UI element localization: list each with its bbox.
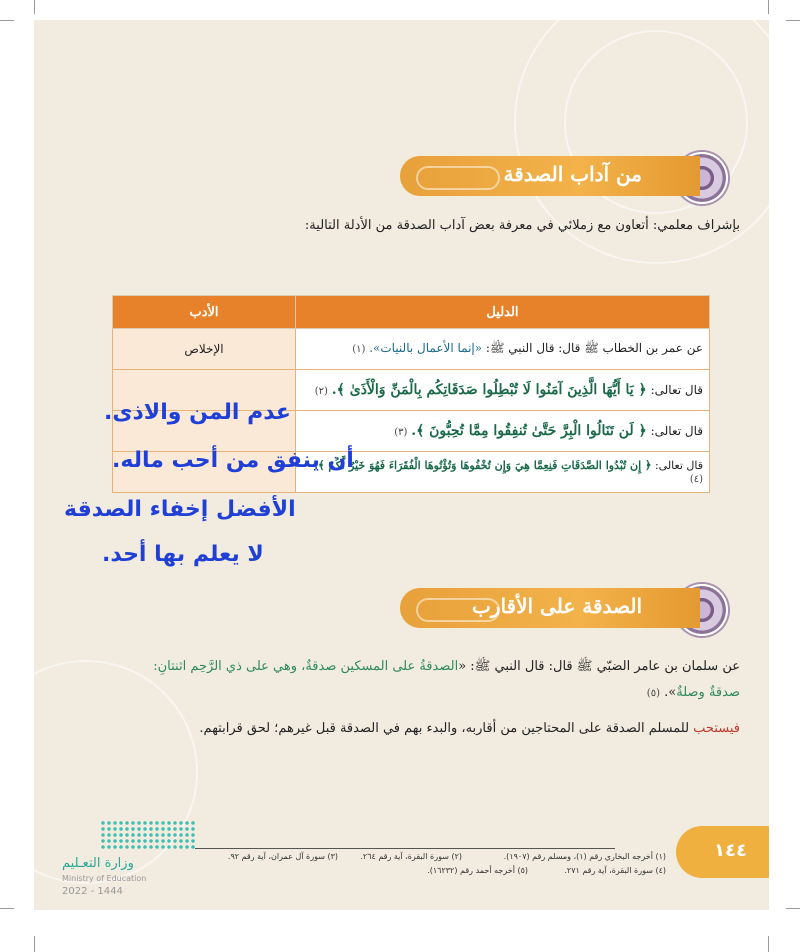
quran-verse: ﴿ يَا أَيُّهَا الَّذِينَ آمَنُوا لَا تُبْطِلُوا صَدَقَاتِكُم بِالْمَنِّ وَالْأَذَىٰ ﴾.: [331, 382, 647, 398]
section-header: [400, 588, 700, 628]
footnote: (٥) أخرجه أحمد رقم (١٦٢٣٢).: [427, 866, 528, 875]
footnote-ref: (١): [352, 343, 366, 355]
evidence-text: «إنما الأعمال بالنيات».: [369, 340, 483, 355]
hadith-text: [140, 654, 740, 707]
page-number-tab: [676, 826, 769, 878]
handwritten-answer: أن ينفق من أحب ماله.: [112, 448, 354, 473]
footnote: (٢) سورة البقرة، آية رقم ٢٦٤.: [360, 852, 462, 861]
footnote-divider: [195, 848, 615, 849]
section-title: الصدقة على الأقارب: [471, 594, 642, 618]
ministry-name-arabic: وزارة التعـليم: [62, 856, 134, 871]
section-header: [400, 156, 700, 196]
footnote-ref: (٣): [394, 427, 408, 438]
footnote-ref: (٤): [689, 474, 703, 485]
footnote: (١) أخرجه البخاري رقم (١)، ومسلم رقم (١٩٠٧).: [503, 852, 666, 861]
table-row: [113, 329, 710, 370]
hadith-suffix: ».: [664, 685, 677, 700]
swirl-ornament-icon: [416, 166, 500, 190]
ministry-name-english: Ministry of Education: [62, 874, 147, 883]
handwritten-answer: لا يعلم بها أحد.: [102, 542, 264, 567]
note-body: للمسلم الصدقة على المحتاجين من أقاربه، والبدء بهم في الصدقة قبل غيرهم؛ لحق قرابتهم.: [199, 721, 694, 736]
adab-cell: الإخلاص: [113, 329, 296, 370]
section-title: من آداب الصدقة: [503, 162, 642, 186]
footnote: (٣) سورة آل عمران، آية رقم ٩٢.: [227, 852, 338, 861]
page-number: ١٤٤: [714, 840, 747, 861]
evidence-cell: [296, 411, 710, 452]
evidence-prefix: قال تعالى:: [651, 459, 703, 472]
quran-verse: ﴿ إِن تُبْدُوا الصَّدَقَاتِ فَنِعِمَّا هِيَ وَإِن تُخْفُوهَا وَتُؤْتُوهَا الْفُقَرَاءَ فَهُوَ خَيْرٌ لَّكُمْ ﴾.: [314, 459, 652, 472]
footnote: (٤) سورة البقرة، آية رقم ٢٧١.: [564, 866, 666, 875]
evidence-prefix: قال تعالى:: [646, 383, 703, 397]
evidence-prefix: قال تعالى:: [646, 424, 703, 438]
header-adab: الأدب: [113, 296, 296, 329]
evidence-cell: [296, 452, 710, 493]
note-text: [140, 716, 740, 742]
hadith-quote: الصدقةُ على المسكين صدقةٌ، وهي على ذي الرَّحِم اثنتانِ: صدقةٌ وصلةٌ: [153, 659, 740, 700]
hadith-prefix: عن سلمان بن عامر الضبّي ﷺ قال: قال النبي ﷺ: «: [458, 659, 740, 674]
handwritten-answer: عدم المن والاذى.: [104, 400, 291, 425]
header-evidence: الدليل: [296, 296, 710, 329]
ministry-logo-icon: [100, 820, 196, 850]
table-header-row: [113, 296, 710, 329]
footnote-ref: (٥): [646, 688, 660, 699]
evidence-cell: [296, 370, 710, 411]
quran-verse: ﴿ لَن تَنَالُوا الْبِرَّ حَتَّىٰ تُنفِقُوا مِمَّا تُحِبُّونَ ﴾.: [411, 423, 647, 439]
footnote-ref: (٢): [314, 386, 328, 397]
evidence-prefix: عن عمر بن الخطاب ﷺ قال: قال النبي ﷺ:: [482, 340, 703, 355]
handwritten-answer: الأفضل إخفاء الصدقة: [64, 497, 296, 522]
note-keyword: فيستحب: [693, 721, 740, 736]
intro-text: بإشراف معلمي: أتعاون مع زملائي في معرفة بعض آداب الصدقة من الأدلة التالية:: [304, 218, 740, 233]
evidence-cell: [296, 329, 710, 370]
ministry-year: 2022 - 1444: [62, 886, 123, 897]
